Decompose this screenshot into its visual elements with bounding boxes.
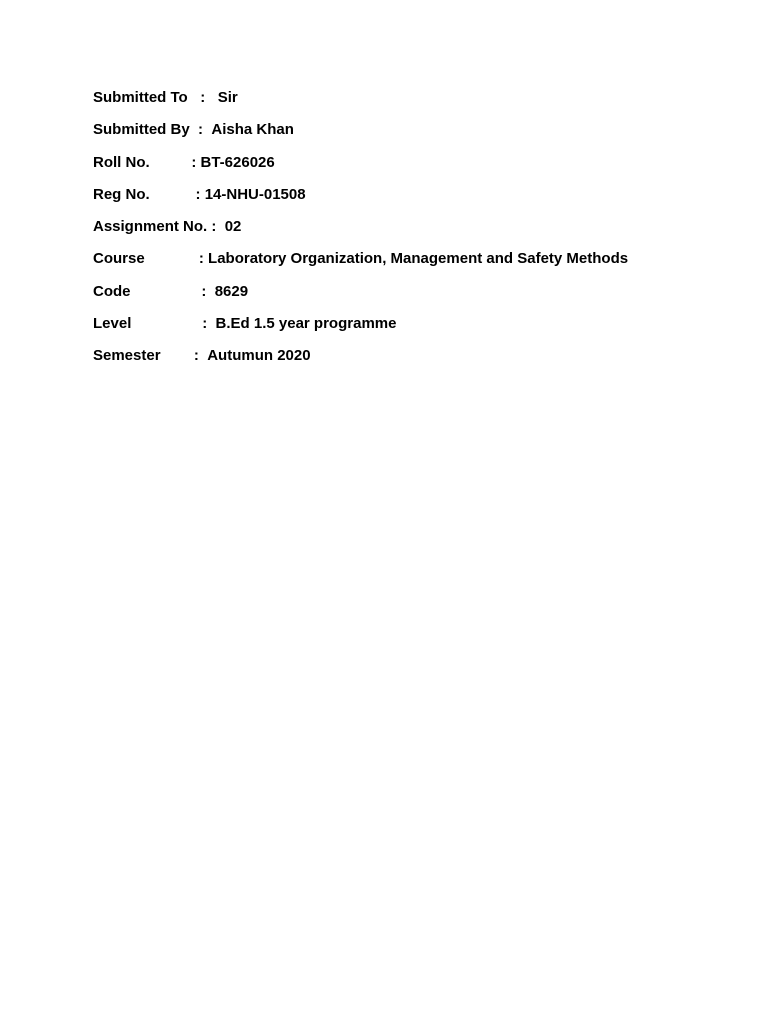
roll-no-value: BT-626026 <box>200 153 275 171</box>
submitted-to-value: Sir <box>217 89 238 106</box>
separator: : <box>131 315 216 333</box>
course-value: Laboratory Organization, Management and Safety Methods <box>208 250 629 268</box>
submitted-by-value: Aisha Khan <box>211 121 294 139</box>
course-row <box>93 249 733 281</box>
semester-label: Semester <box>93 347 161 365</box>
semester-value: Autumun 2020 <box>207 347 311 365</box>
separator: : <box>187 89 218 106</box>
submitted-by-label: Submitted By <box>93 121 190 139</box>
separator: : <box>160 347 208 365</box>
separator: : <box>149 153 201 171</box>
assignment-no-row <box>93 217 733 249</box>
separator: : <box>144 250 209 268</box>
code-label: Code <box>93 282 131 300</box>
roll-no-row <box>93 153 733 185</box>
separator: : <box>207 218 225 236</box>
course-label: Course <box>93 250 145 268</box>
assignment-no-value: 02 <box>224 218 242 236</box>
level-label: Level <box>93 315 132 333</box>
separator: : <box>189 121 212 139</box>
roll-no-label: Roll No. <box>93 153 150 171</box>
code-row <box>93 282 733 314</box>
level-row <box>93 314 733 346</box>
level-value: B.Ed 1.5 year programme <box>215 315 397 333</box>
submission-details <box>93 88 733 379</box>
assignment-no-label: Assignment No. <box>93 218 208 236</box>
reg-no-label: Reg No. <box>93 185 150 203</box>
submitted-by-row <box>93 120 733 152</box>
separator: : <box>130 282 215 300</box>
submitted-to-label: Submitted To <box>93 89 188 106</box>
separator: : <box>149 185 205 203</box>
submitted-to-row <box>93 88 733 120</box>
reg-no-row <box>93 185 733 217</box>
code-value: 8629 <box>214 282 249 300</box>
reg-no-value: 14-NHU-01508 <box>204 185 306 203</box>
semester-row <box>93 346 733 378</box>
